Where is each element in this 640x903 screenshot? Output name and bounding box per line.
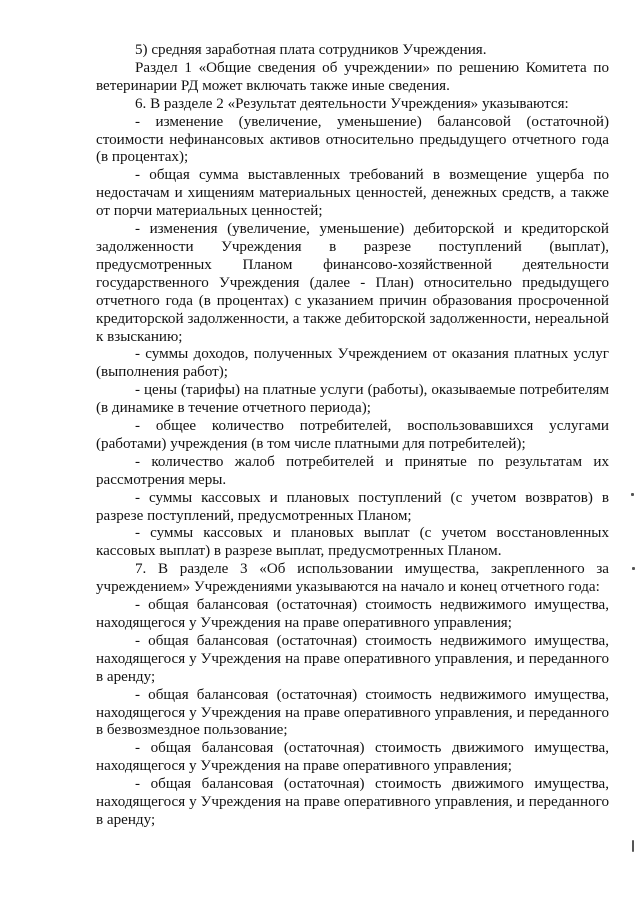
paragraph: - общая балансовая (остаточная) стоимость движимого имущества, находящегося у Учреждения на праве оперативного управления; (96, 740, 609, 775)
scan-speck (632, 567, 635, 570)
paragraph: 5) средняя заработная плата сотрудников Учреждения. (135, 42, 487, 58)
paragraph: - изменение (увеличение, уменьшение) балансовой (остаточной) стоимости нефинансовых активов относительно предыдущего отчетного года (в процентах); (96, 113, 609, 166)
scan-speck (631, 493, 634, 496)
paragraph: - суммы кассовых и плановых поступлений (с учетом возвратов) в разрезе поступлений, предусмотренных Планом; (96, 489, 609, 524)
paragraph: - общая балансовая (остаточная) стоимость недвижимого имущества, находящегося у Учреждения на праве оперативного управления, и переданного в безвозмездное пользование; (96, 686, 609, 739)
paragraph: - общая сумма выставленных требований в возмещение ущерба по недостачам и хищениям материальных ценностей, денежных средств, а также от порчи материальных ценностей; (96, 167, 609, 220)
paragraph: 6. В разделе 2 «Результат деятельности Учреждения» указываются: (135, 95, 569, 112)
paragraph: - общая балансовая (остаточная) стоимость недвижимого имущества, находящегося у Учреждения на праве оперативного управления, и переданного в аренду; (96, 632, 609, 685)
paragraph: - суммы доходов, полученных Учреждением от оказания платных услуг (выполнения работ); (96, 346, 609, 381)
paragraph: - общая балансовая (остаточная) стоимость движимого имущества, находящегося у Учреждения на праве оперативного управления, и переданного в аренду; (96, 776, 609, 828)
paragraph: Раздел 1 «Общие сведения об учреждении» по решению Комитета по ветеринарии РД может включать также иные сведения. (96, 59, 609, 94)
paragraph: - общее количество потребителей, воспользовавшихся услугами (работами) учреждения (в том числе платными для потребителей); (96, 418, 609, 452)
paragraph: - общая балансовая (остаточная) стоимость недвижимого имущества, находящегося у Учреждения на праве оперативного управления; (96, 597, 609, 631)
paragraph: 7. В разделе 3 «Об использовании имущества, закрепленного за учреждением» Учреждениями указываются на начало и конец отчетного года: (96, 561, 609, 596)
paragraph: - изменения (увеличение, уменьшение) дебиторской и кредиторской задолженности Учреждения в разрезе поступлений (выплат), предусмотренных Планом финансово-хозяйственной деятельности государственного Учреждения (далее - План) относительно предыдущего отчетного года (в процентах) с указанием причин образования просроченной кредиторской задолженности, а также дебиторской задолженности, нереальной к взысканию; (96, 221, 609, 345)
scan-speck (632, 840, 634, 852)
paragraph: - суммы кассовых и плановых выплат (с учетом восстановленных кассовых выплат) в разрезе выплат, предусмотренных Планом. (96, 525, 609, 560)
paragraph: - количество жалоб потребителей и принятые по результатам их рассмотрения меры. (96, 453, 609, 488)
paragraph: - цены (тарифы) на платные услуги (работы), оказываемые потребителям (в динамике в течение отчетного периода); (96, 382, 609, 417)
document-body (96, 42, 609, 830)
